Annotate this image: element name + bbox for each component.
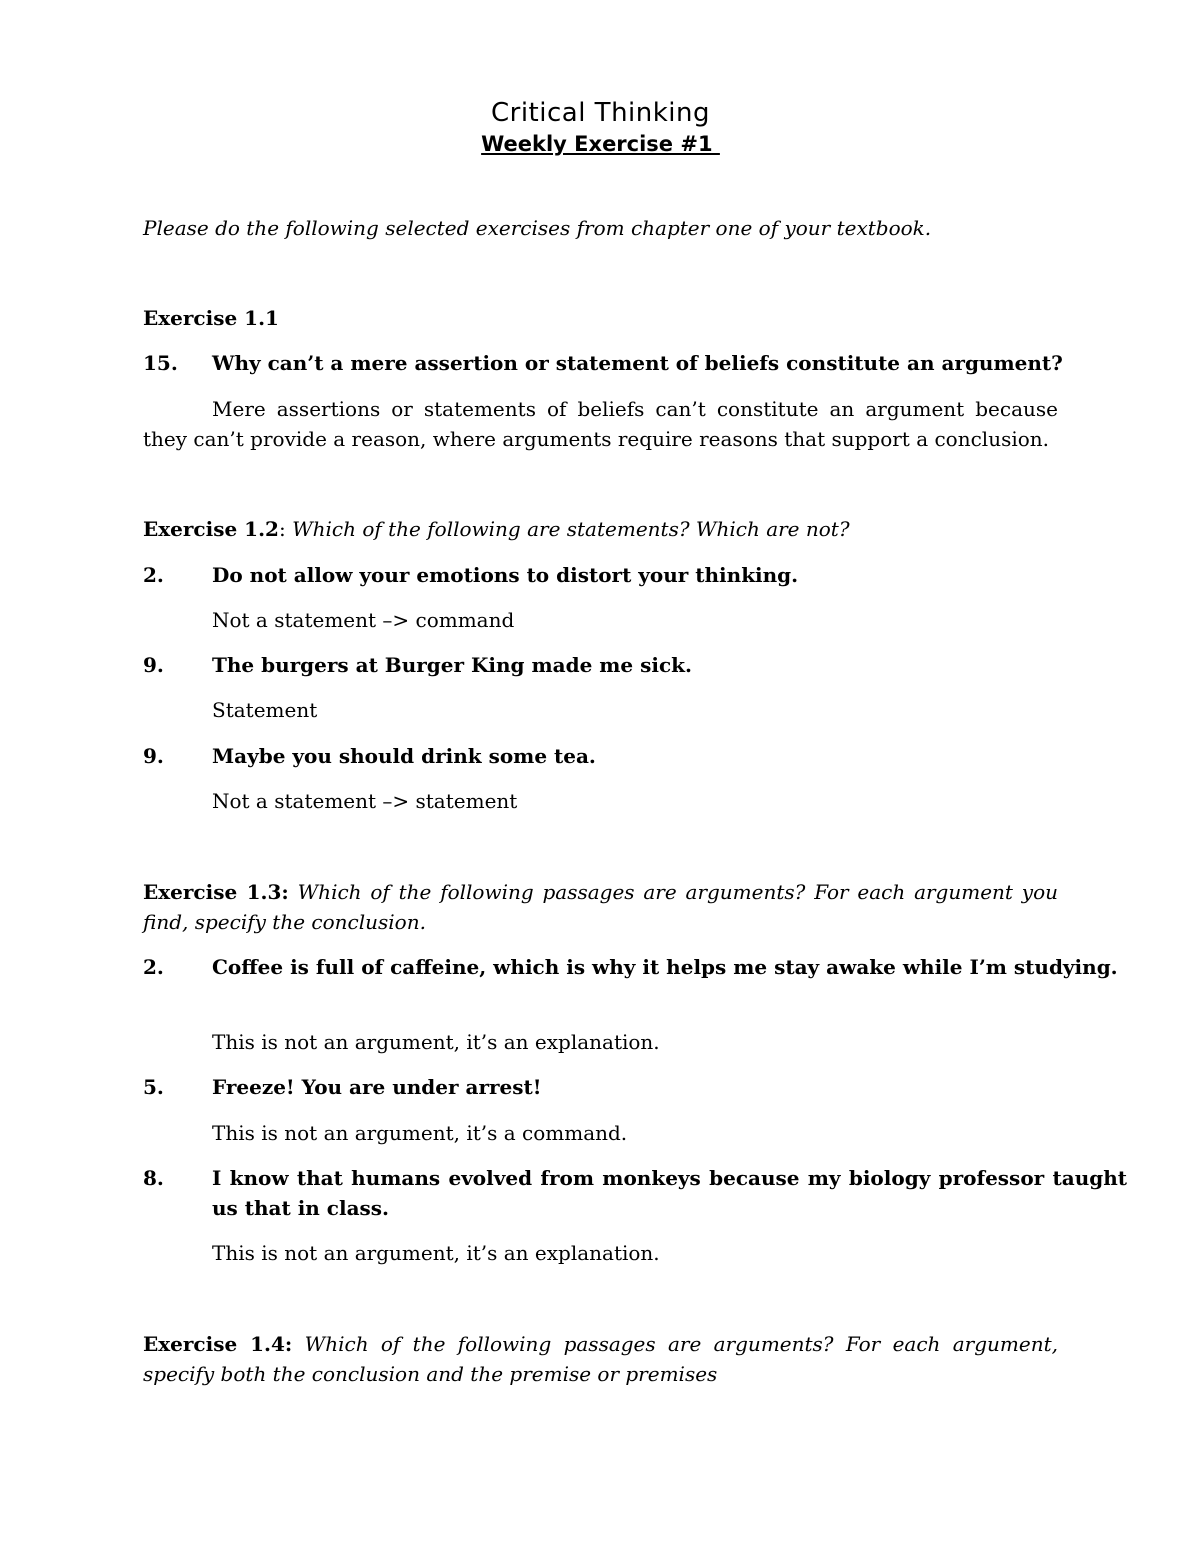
exercise-1-3-answer-2: This is not an argument, it’s an explanation. <box>212 1030 660 1054</box>
exercise-1-3-question-8 <box>143 1163 1127 1223</box>
question-number: 9. <box>143 744 164 768</box>
question-text: Coffee is full of caffeine, which is why it helps me stay awake while I’m studying. <box>212 955 1118 979</box>
question-text: I know that humans evolved from monkeys because my biology professor taught us that in class. <box>212 1166 1127 1220</box>
title-block <box>143 96 1058 158</box>
exercise-1-1-answer-15: Mere assertions or statements of beliefs can’t constitute an argument because they can’t provide a reason, where arguments require reasons that support a conclusion. <box>143 397 1058 451</box>
document-title: Critical Thinking <box>490 98 711 128</box>
question-number: 15. <box>143 351 178 375</box>
question-number: 2. <box>143 563 164 587</box>
exercise-1-3-heading-line <box>143 877 1058 937</box>
exercise-1-2-answer-9b: Not a statement –> statement <box>212 789 518 813</box>
question-text: Do not allow your emotions to distort your thinking. <box>212 563 799 587</box>
exercise-1-2-heading: Exercise 1.2 <box>143 517 279 541</box>
heading-separator: : <box>278 517 293 541</box>
document-subtitle: Weekly Exercise #1 <box>481 132 720 156</box>
exercise-1-2-answer-2: Not a statement –> command <box>212 608 515 632</box>
exercise-1-2-question-2 <box>143 560 798 590</box>
question-text: Maybe you should drink some tea. <box>212 744 596 768</box>
exercise-1-2-answer-9a: Statement <box>212 698 318 722</box>
question-text: The burgers at Burger King made me sick. <box>212 653 692 677</box>
question-text: Freeze! You are under arrest! <box>212 1075 542 1099</box>
exercise-1-2-question-9b <box>143 741 596 771</box>
exercise-1-2-prompt: Which of the following are statements? Which are not? <box>292 517 850 541</box>
exercise-1-1-heading: Exercise 1.1 <box>143 306 279 330</box>
exercise-1-3-question-2 <box>143 952 1127 982</box>
question-number: 9. <box>143 653 164 677</box>
exercise-1-3-answer-5: This is not an argument, it’s a command. <box>212 1121 628 1145</box>
question-text: Why can’t a mere assertion or statement of beliefs constitute an argument? <box>212 351 1063 375</box>
intro-text: Please do the following selected exercises from chapter one of your textbook. <box>143 216 932 240</box>
exercise-1-3-question-5 <box>143 1072 542 1102</box>
exercise-1-1-question-15 <box>143 348 1063 378</box>
exercise-1-2-question-9a <box>143 650 692 680</box>
exercise-1-3-heading: Exercise 1.3: <box>143 880 289 904</box>
question-number: 2. <box>143 955 164 979</box>
exercise-1-3-answer-8: This is not an argument, it’s an explanation. <box>212 1241 660 1265</box>
exercise-1-4-prompt: Which of the following passages are arguments? For each argument, specify both the conclusion and the premise or premises <box>143 1332 1058 1386</box>
exercise-1-4-heading: Exercise 1.4: <box>143 1332 293 1356</box>
question-number: 8. <box>143 1166 164 1190</box>
exercise-1-3-prompt: Which of the following passages are arguments? For each argument you find, specify the conclusion. <box>143 880 1058 934</box>
question-number: 5. <box>143 1075 164 1099</box>
document-page <box>143 0 1127 1553</box>
exercise-1-2-heading-line <box>143 514 850 544</box>
exercise-1-4-heading-line <box>143 1329 1058 1389</box>
